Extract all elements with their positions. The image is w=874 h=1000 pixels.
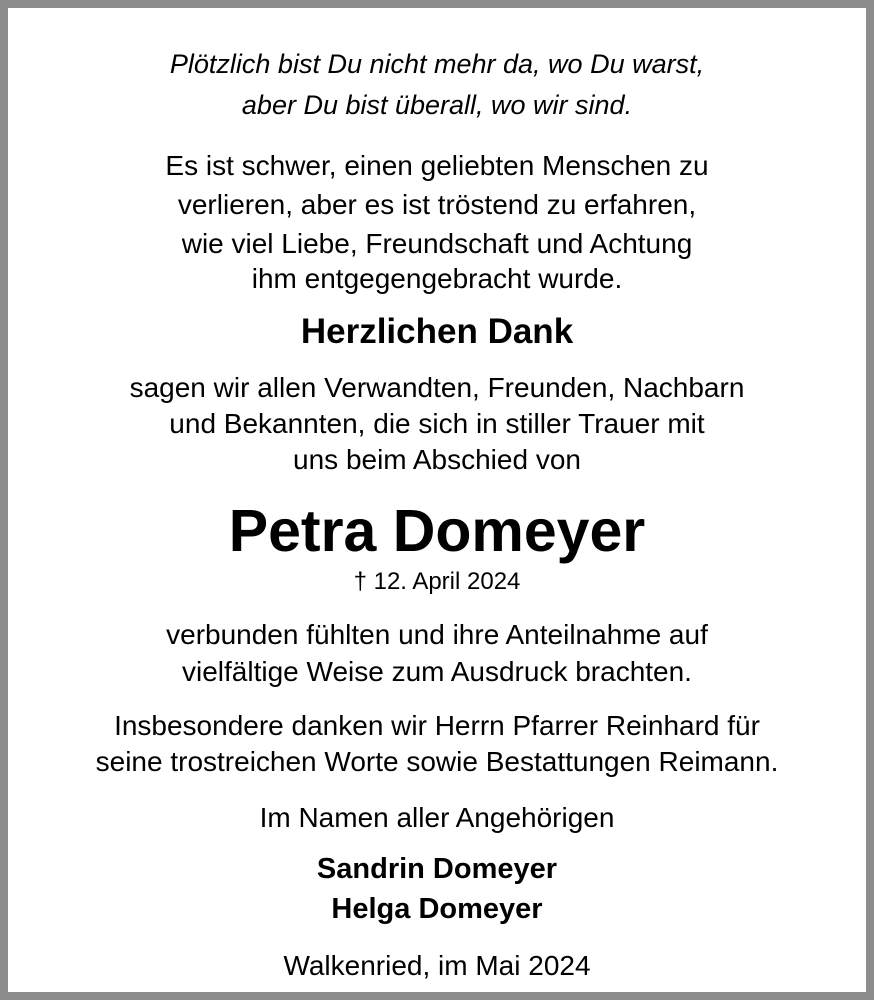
thanks-line-1: sagen wir allen Verwandten, Freunden, Nachbarn [129,372,745,403]
intro-line-2: verlieren, aber es ist tröstend zu erfahren, [177,189,697,220]
on-behalf-line: Im Namen aller Angehörigen [259,802,615,833]
special-thanks-line-2: seine trostreichen Worte sowie Bestattungen Reimann. [95,746,779,777]
signer-1: Sandrin Domeyer [316,853,558,885]
thanks-heading: Herzlichen Dank [300,312,574,351]
deceased-name: Petra Domeyer [228,498,646,564]
signer-2: Helga Domeyer [331,893,543,925]
special-thanks-line-1: Insbesondere danken wir Herrn Pfarrer Reinhard für [114,710,760,741]
thanks-line-3: uns beim Abschied von [293,444,581,475]
intro-line-1: Es ist schwer, einen geliebten Menschen zu [165,150,709,181]
thanks-line-2: und Bekannten, die sich in stiller Trauer mit [169,408,705,439]
intro-line-4: ihm entgegengebracht wurde. [251,263,623,294]
death-date: † 12. April 2024 [353,568,521,595]
intro-line-3: wie viel Liebe, Freundschaft und Achtung [181,228,693,259]
motto-line-1: Plötzlich bist Du nicht mehr da, wo Du warst, [169,49,705,79]
continuation-line-2: vielfältige Weise zum Ausdruck brachten. [182,656,692,687]
motto-line-2: aber Du bist überall, wo wir sind. [241,90,633,120]
place-date: Walkenried, im Mai 2024 [283,950,591,981]
continuation-line-1: verbunden fühlten und ihre Anteilnahme auf [166,619,708,650]
